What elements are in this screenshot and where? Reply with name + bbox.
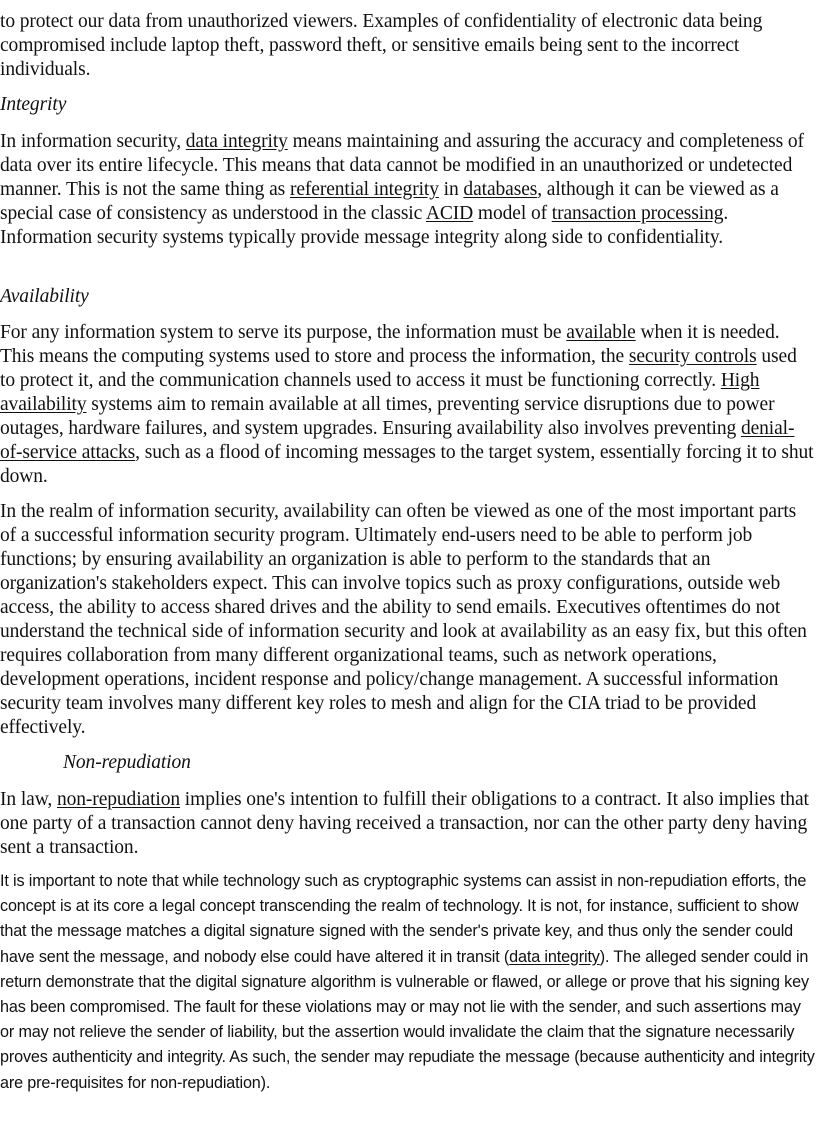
link-databases[interactable]: databases (463, 179, 538, 200)
text-run: used to protect it, and the communication channels used to access it must be functioning correctly. (0, 346, 797, 391)
link-denial-of-service-attacks[interactable]: denial-of-service attacks (0, 418, 795, 463)
text-run: It is important to note that while technology such as cryptographic systems can assist in non-repudiation efforts, the concept is at its core a legal concept transcending the realm of technology. It is not, for instance, sufficient to show that the message matches a digital signature signed with the sender's private key, and thus only the sender could have sent the message, and nobody else could have altered it in transit ( (0, 872, 807, 966)
nonrepudiation-paragraph (0, 788, 816, 860)
link-security-controls[interactable]: security controls (628, 346, 757, 367)
link-data-integrity[interactable]: data integrity (185, 131, 288, 152)
text-run: means maintaining and assuring the accuracy and completeness of data over its entire lifecycle. This means that data cannot be modified in an unauthorized or undetected manner. This is not the same thing as (0, 131, 804, 200)
text-run: implies one's intention to fulfill their obligations to a contract. It also implies that one party of a transaction cannot deny having received a transaction, nor can the other party deny having sent a transaction. (0, 789, 809, 858)
text-run: , such as a flood of incoming messages to the target system, essentially forcing it to shut down. (0, 442, 814, 487)
text-run: For any information system to serve its purpose, the information must be (0, 322, 567, 343)
nonrepudiation-heading: Non-repudiation (63, 752, 191, 773)
link-high-availability[interactable]: High availability (0, 370, 760, 415)
text-run: when it is needed. This means the computing systems used to store and process the information, the (0, 322, 780, 367)
confidentiality-paragraph-end: to protect our data from unauthorized viewers. Examples of confidentiality of electronic data being compromised include laptop theft, password theft, or sensitive emails being sent to the incorrect individuals. (0, 11, 763, 80)
link-transaction-processing[interactable]: transaction processing (551, 203, 724, 224)
text-run: systems aim to remain available at all times, preventing service disruptions due to power outages, hardware failures, and system upgrades. Ensuring availability also involves preventing (0, 394, 775, 439)
availability-paragraph (0, 321, 816, 489)
text-run: In information security, (0, 131, 186, 152)
text-run: in (438, 179, 464, 200)
link-non-repudiation[interactable]: non-repudiation (56, 789, 181, 810)
link-referential-integrity[interactable]: referential integrity (289, 179, 439, 200)
link-data-integrity-2[interactable]: data integrity (509, 947, 600, 966)
text-run: . Information security systems typically provide message integrity along side to confidentiality. (0, 203, 729, 248)
link-available[interactable]: available (566, 322, 636, 343)
integrity-heading: Integrity (0, 94, 67, 115)
availability-paragraph-2: In the realm of information security, availability can often be viewed as one of the most important parts of a successful information security program. Ultimately end-users need to be able to perform job functions; by ensuring availability an organization is able to perform to the standards that an organization's stakeholders expect. This can involve topics such as proxy configurations, outside web access, the ability to access shared drives and the ability to send emails. Executives oftentimes do not understand the technical side of information security and look at availability as an easy fix, but this often requires collaboration from many different organizational teams, such as network operations, development operations, incident response and policy/change management. A successful information security team involves many different key roles to mesh and align for the CIA triad to be provided effectively. (0, 501, 807, 738)
link-acid[interactable]: ACID (425, 203, 474, 224)
nonrepudiation-paragraph-2 (0, 869, 816, 1096)
text-run: , although it can be viewed as a special case of consistency as understood in the classic (0, 179, 779, 224)
text-run: model of (473, 203, 552, 224)
text-run: In law, (0, 789, 57, 810)
availability-heading: Availability (0, 286, 89, 307)
text-run: ). The alleged sender could in return demonstrate that the digital signature algorithm is vulnerable or flawed, or allege or prove that his signing key has been compromised. The fault for these violations may or may not lie with the sender, and such assertions may or may not relieve the sender of liability, but the assertion would invalidate the claim that the signature necessarily proves authenticity and integrity. As such, the sender may repudiate the message (because authenticity and integrity are pre-requisites for non-repudiation). (0, 947, 815, 1092)
integrity-paragraph (0, 130, 816, 250)
